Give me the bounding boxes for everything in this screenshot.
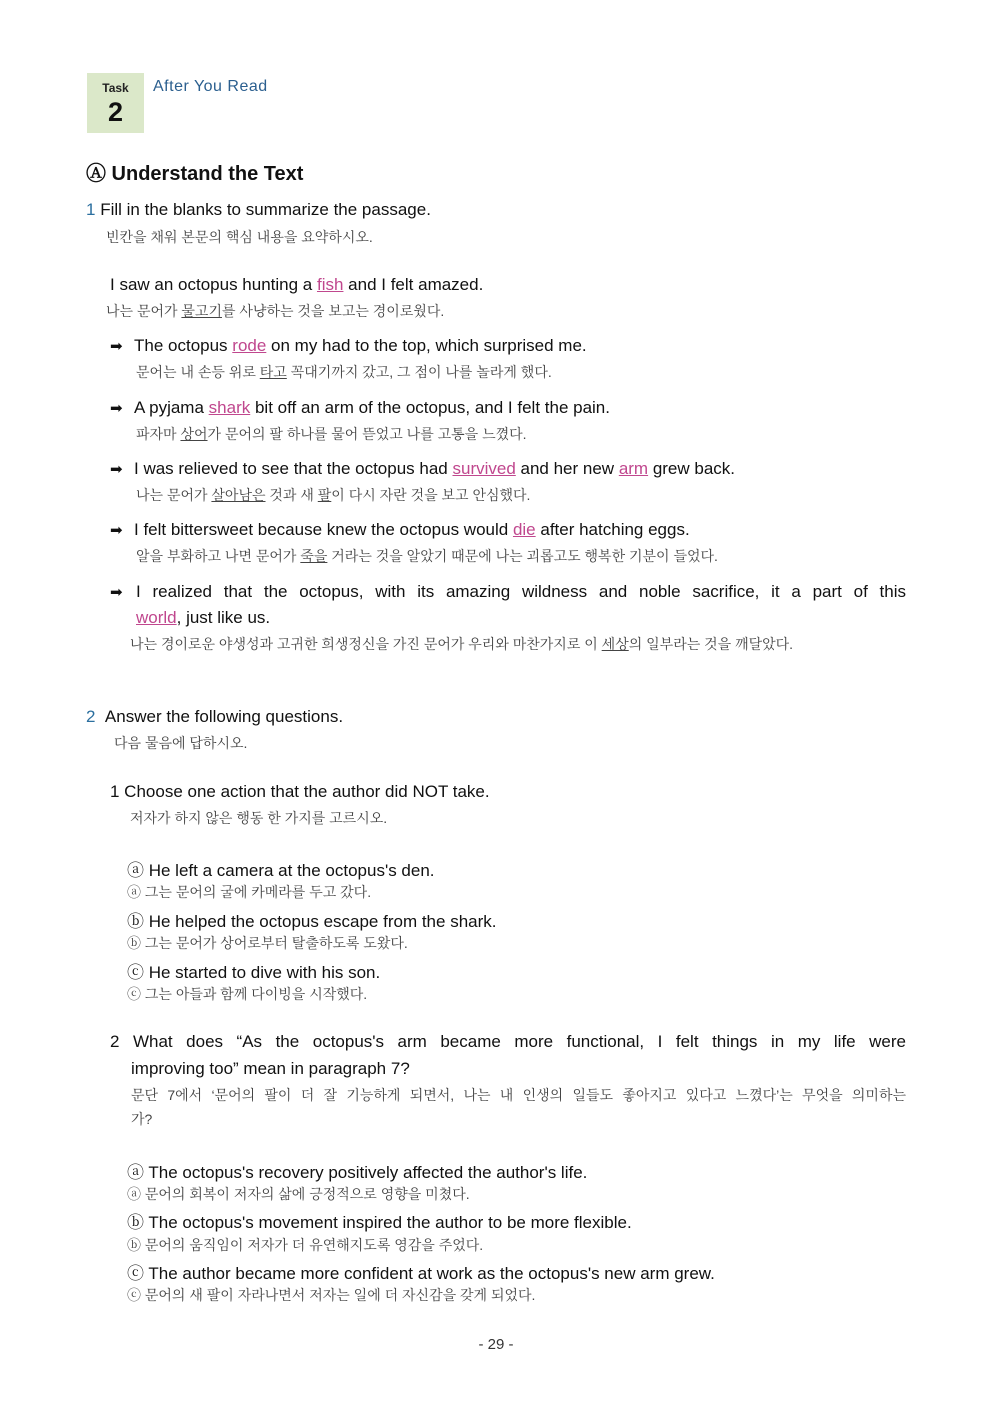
summary-item-ko: 나는 경이로운 야생성과 고귀한 희생정신을 가진 문어가 우리와 마찬가지로 이 세상의 일부라는 것을 깨달았다.	[130, 636, 794, 652]
q2-instruction: 2 Answer the following questions.	[86, 707, 344, 726]
option-ko: ⓒ 문어의 새 팔이 자라나면서 저자는 일에 더 자신감을 갖게 되었다.	[127, 1287, 536, 1303]
arrow-right-icon: ➡	[110, 338, 123, 355]
option: ⓑ He helped the octopus escape from the shark.	[127, 912, 497, 931]
option: ⓑ The octopus's movement inspired the author to be more flexible.	[127, 1213, 632, 1232]
sub-question-ko: 저자가 하지 않은 행동 한 가지를 고르시오.	[130, 810, 388, 826]
task-label: Task	[102, 81, 129, 95]
summary-item-ko: 파자마 상어가 문어의 팔 하나를 물어 뜯었고 나를 고통을 느꼈다.	[136, 426, 527, 442]
summary-item-ko: 알을 부화하고 나면 문어가 죽을 거라는 것을 알았기 때문에 나는 괴롭고도 행복한 기분이 들었다.	[136, 548, 718, 564]
blank-answer: survived	[452, 459, 516, 478]
q1-instruction-ko: 빈칸을 채워 본문의 핵심 내용을 요약하시오.	[106, 229, 373, 245]
task-number: 2	[107, 97, 124, 127]
arrow-right-icon: ➡	[110, 584, 123, 601]
blank-answer: arm	[618, 459, 649, 478]
option-ko: ⓑ 문어의 움직임이 저자가 더 유연해지도록 영감을 주었다.	[127, 1237, 484, 1253]
option-ko: ⓐ 문어의 회복이 저자의 삶에 긍정적으로 영향을 미쳤다.	[127, 1186, 470, 1202]
blank-answer: rode	[232, 336, 267, 355]
option: ⓒ He started to dive with his son.	[127, 963, 381, 982]
arrow-right-icon: ➡	[110, 522, 123, 539]
option-ko: ⓐ 그는 문어의 굴에 카메라를 두고 갔다.	[127, 884, 372, 900]
intro-sentence-ko: 나는 문어가 물고기를 사냥하는 것을 보고는 경이로웠다.	[106, 303, 445, 319]
summary-item-cont: world, just like us.	[136, 608, 271, 627]
page-number: - 29 -	[478, 1336, 514, 1353]
q2-instruction-ko: 다음 물음에 답하시오.	[114, 735, 248, 751]
option: ⓐ He left a camera at the octopus's den.	[127, 861, 435, 880]
summary-item: ➡ I was relieved to see that the octopus had survived and her new arm grew back.	[110, 459, 736, 478]
task-badge	[87, 73, 144, 133]
q2-number: 2	[86, 707, 96, 726]
sub-question-cont: improving too” mean in paragraph 7?	[131, 1059, 410, 1078]
option: ⓐ The octopus's recovery positively affected the author's life.	[127, 1163, 588, 1182]
summary-item: ➡ A pyjama shark bit off an arm of the octopus, and I felt the pain.	[110, 398, 610, 417]
arrow-right-icon: ➡	[110, 461, 123, 478]
blank-answer: shark	[208, 398, 251, 417]
option-ko: ⓑ 그는 문어가 상어로부터 탈출하도록 도왔다.	[127, 935, 408, 951]
intro-sentence: I saw an octopus hunting a fish and I felt amazed.	[110, 275, 484, 294]
section-title: Ⓐ Understand the Text	[86, 163, 304, 185]
summary-item-ko: 나는 문어가 살아남은 것과 새 팔이 다시 자란 것을 보고 안심했다.	[136, 487, 531, 503]
option-ko: ⓒ 그는 아들과 함께 다이빙을 시작했다.	[127, 986, 368, 1002]
blank-answer: fish	[316, 275, 344, 294]
sub-question-ko-cont: 가?	[131, 1111, 153, 1127]
arrow-right-icon: ➡	[110, 400, 123, 417]
option: ⓒ The author became more confident at work as the octopus's new arm grew.	[127, 1264, 715, 1283]
summary-item: I realized that the octopus, with its amazing wildness and noble sacrifice, it a part of this	[136, 582, 906, 601]
sub-question: 1 Choose one action that the author did NOT take.	[110, 782, 490, 801]
summary-item: ➡ The octopus rode on my had to the top, which surprised me.	[110, 336, 587, 355]
summary-item: ➡ I felt bittersweet because knew the octopus would die after hatching eggs.	[110, 520, 690, 539]
blank-answer: die	[512, 520, 536, 539]
summary-item-arrow-wrap	[110, 582, 134, 602]
q1-number: 1	[86, 200, 96, 219]
sub-question: 2 What does “As the octopus's arm became more functional, I felt things in my life were	[110, 1032, 906, 1051]
blank-answer: world	[136, 608, 177, 627]
q1-instruction: 1 Fill in the blanks to summarize the passage.	[86, 200, 431, 219]
summary-item-ko: 문어는 내 손등 위로 타고 꼭대기까지 갔고, 그 점이 나를 놀라게 했다.	[136, 364, 552, 380]
task-title: After You Read	[153, 78, 268, 95]
sub-question-ko: 문단 7에서 ‘문어의 팔이 더 잘 기능하게 되면서, 나는 내 인생의 일들도 좋아지고 있다고 느꼈다’는 무엇을 의미하는	[131, 1087, 906, 1103]
